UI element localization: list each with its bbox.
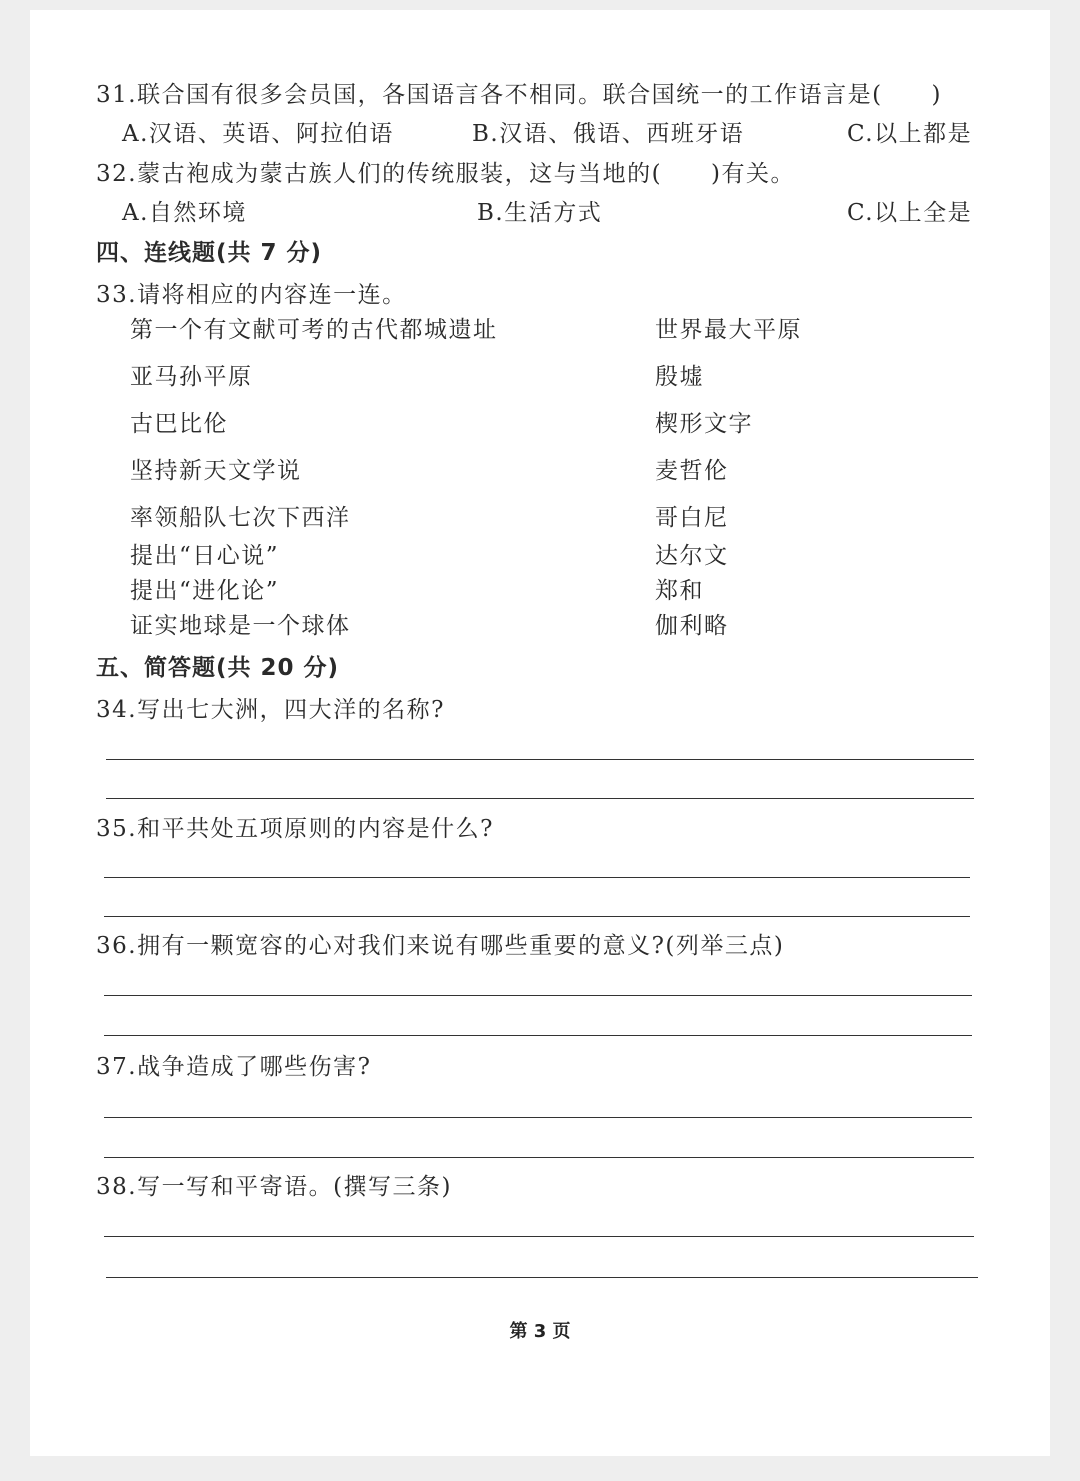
- question-33: 33.请将相应的内容连一连。: [96, 282, 407, 308]
- match-right-item: 郑和: [655, 578, 704, 604]
- answer-line[interactable]: [104, 995, 972, 996]
- answer-line[interactable]: [106, 759, 974, 760]
- page-number: 第 3 页: [509, 1321, 571, 1342]
- match-left-item: 提出“进化论”: [130, 578, 280, 604]
- match-left-item: 率领船队七次下西洋: [130, 505, 351, 531]
- match-right-item: 伽利略: [655, 613, 729, 639]
- q31-option-a: A.汉语、英语、阿拉伯语: [122, 121, 394, 147]
- answer-line[interactable]: [104, 1117, 972, 1118]
- q32-option-a: A.自然环境: [122, 200, 247, 226]
- match-right-item: 殷墟: [655, 364, 704, 390]
- question-31: 31.联合国有很多会员国，各国语言各不相同。联合国统一的工作语言是( ): [96, 82, 943, 108]
- match-right-item: 哥白尼: [655, 505, 729, 531]
- match-left-item: 古巴比伦: [130, 411, 228, 437]
- answer-line[interactable]: [104, 1035, 972, 1036]
- answer-line[interactable]: [104, 1157, 974, 1158]
- section-5-heading: 五、简答题(共 20 分): [96, 655, 340, 681]
- q32-option-c: C.以上全是: [847, 200, 973, 226]
- match-left-item: 提出“日心说”: [130, 543, 280, 569]
- q31-option-b: B.汉语、俄语、西班牙语: [472, 121, 745, 147]
- q32-option-b: B.生活方式: [477, 200, 603, 226]
- question-36: 36.拥有一颗宽容的心对我们来说有哪些重要的意义?(列举三点): [96, 933, 785, 959]
- match-left-item: 坚持新天文学说: [130, 458, 302, 484]
- section-4-heading: 四、连线题(共 7 分): [96, 240, 323, 266]
- match-left-item: 第一个有文献可考的古代都城遗址: [130, 317, 498, 343]
- match-right-item: 楔形文字: [655, 411, 753, 437]
- match-left-item: 证实地球是一个球体: [130, 613, 351, 639]
- answer-line[interactable]: [104, 877, 970, 878]
- match-right-item: 世界最大平原: [655, 317, 802, 343]
- answer-line[interactable]: [104, 916, 970, 917]
- question-34: 34.写出七大洲，四大洋的名称?: [96, 697, 445, 723]
- answer-line[interactable]: [106, 798, 974, 799]
- question-37: 37.战争造成了哪些伤害?: [96, 1054, 372, 1080]
- match-right-item: 麦哲伦: [655, 458, 729, 484]
- exam-page: [30, 10, 1050, 1456]
- answer-line[interactable]: [106, 1277, 978, 1278]
- question-32: 32.蒙古袍成为蒙古族人们的传统服装，这与当地的( )有关。: [96, 161, 796, 187]
- q31-option-c: C.以上都是: [847, 121, 973, 147]
- question-38: 38.写一写和平寄语。(撰写三条): [96, 1174, 453, 1200]
- match-left-item: 亚马孙平原: [130, 364, 253, 390]
- answer-line[interactable]: [104, 1236, 974, 1237]
- question-35: 35.和平共处五项原则的内容是什么?: [96, 816, 494, 842]
- match-right-item: 达尔文: [655, 543, 729, 569]
